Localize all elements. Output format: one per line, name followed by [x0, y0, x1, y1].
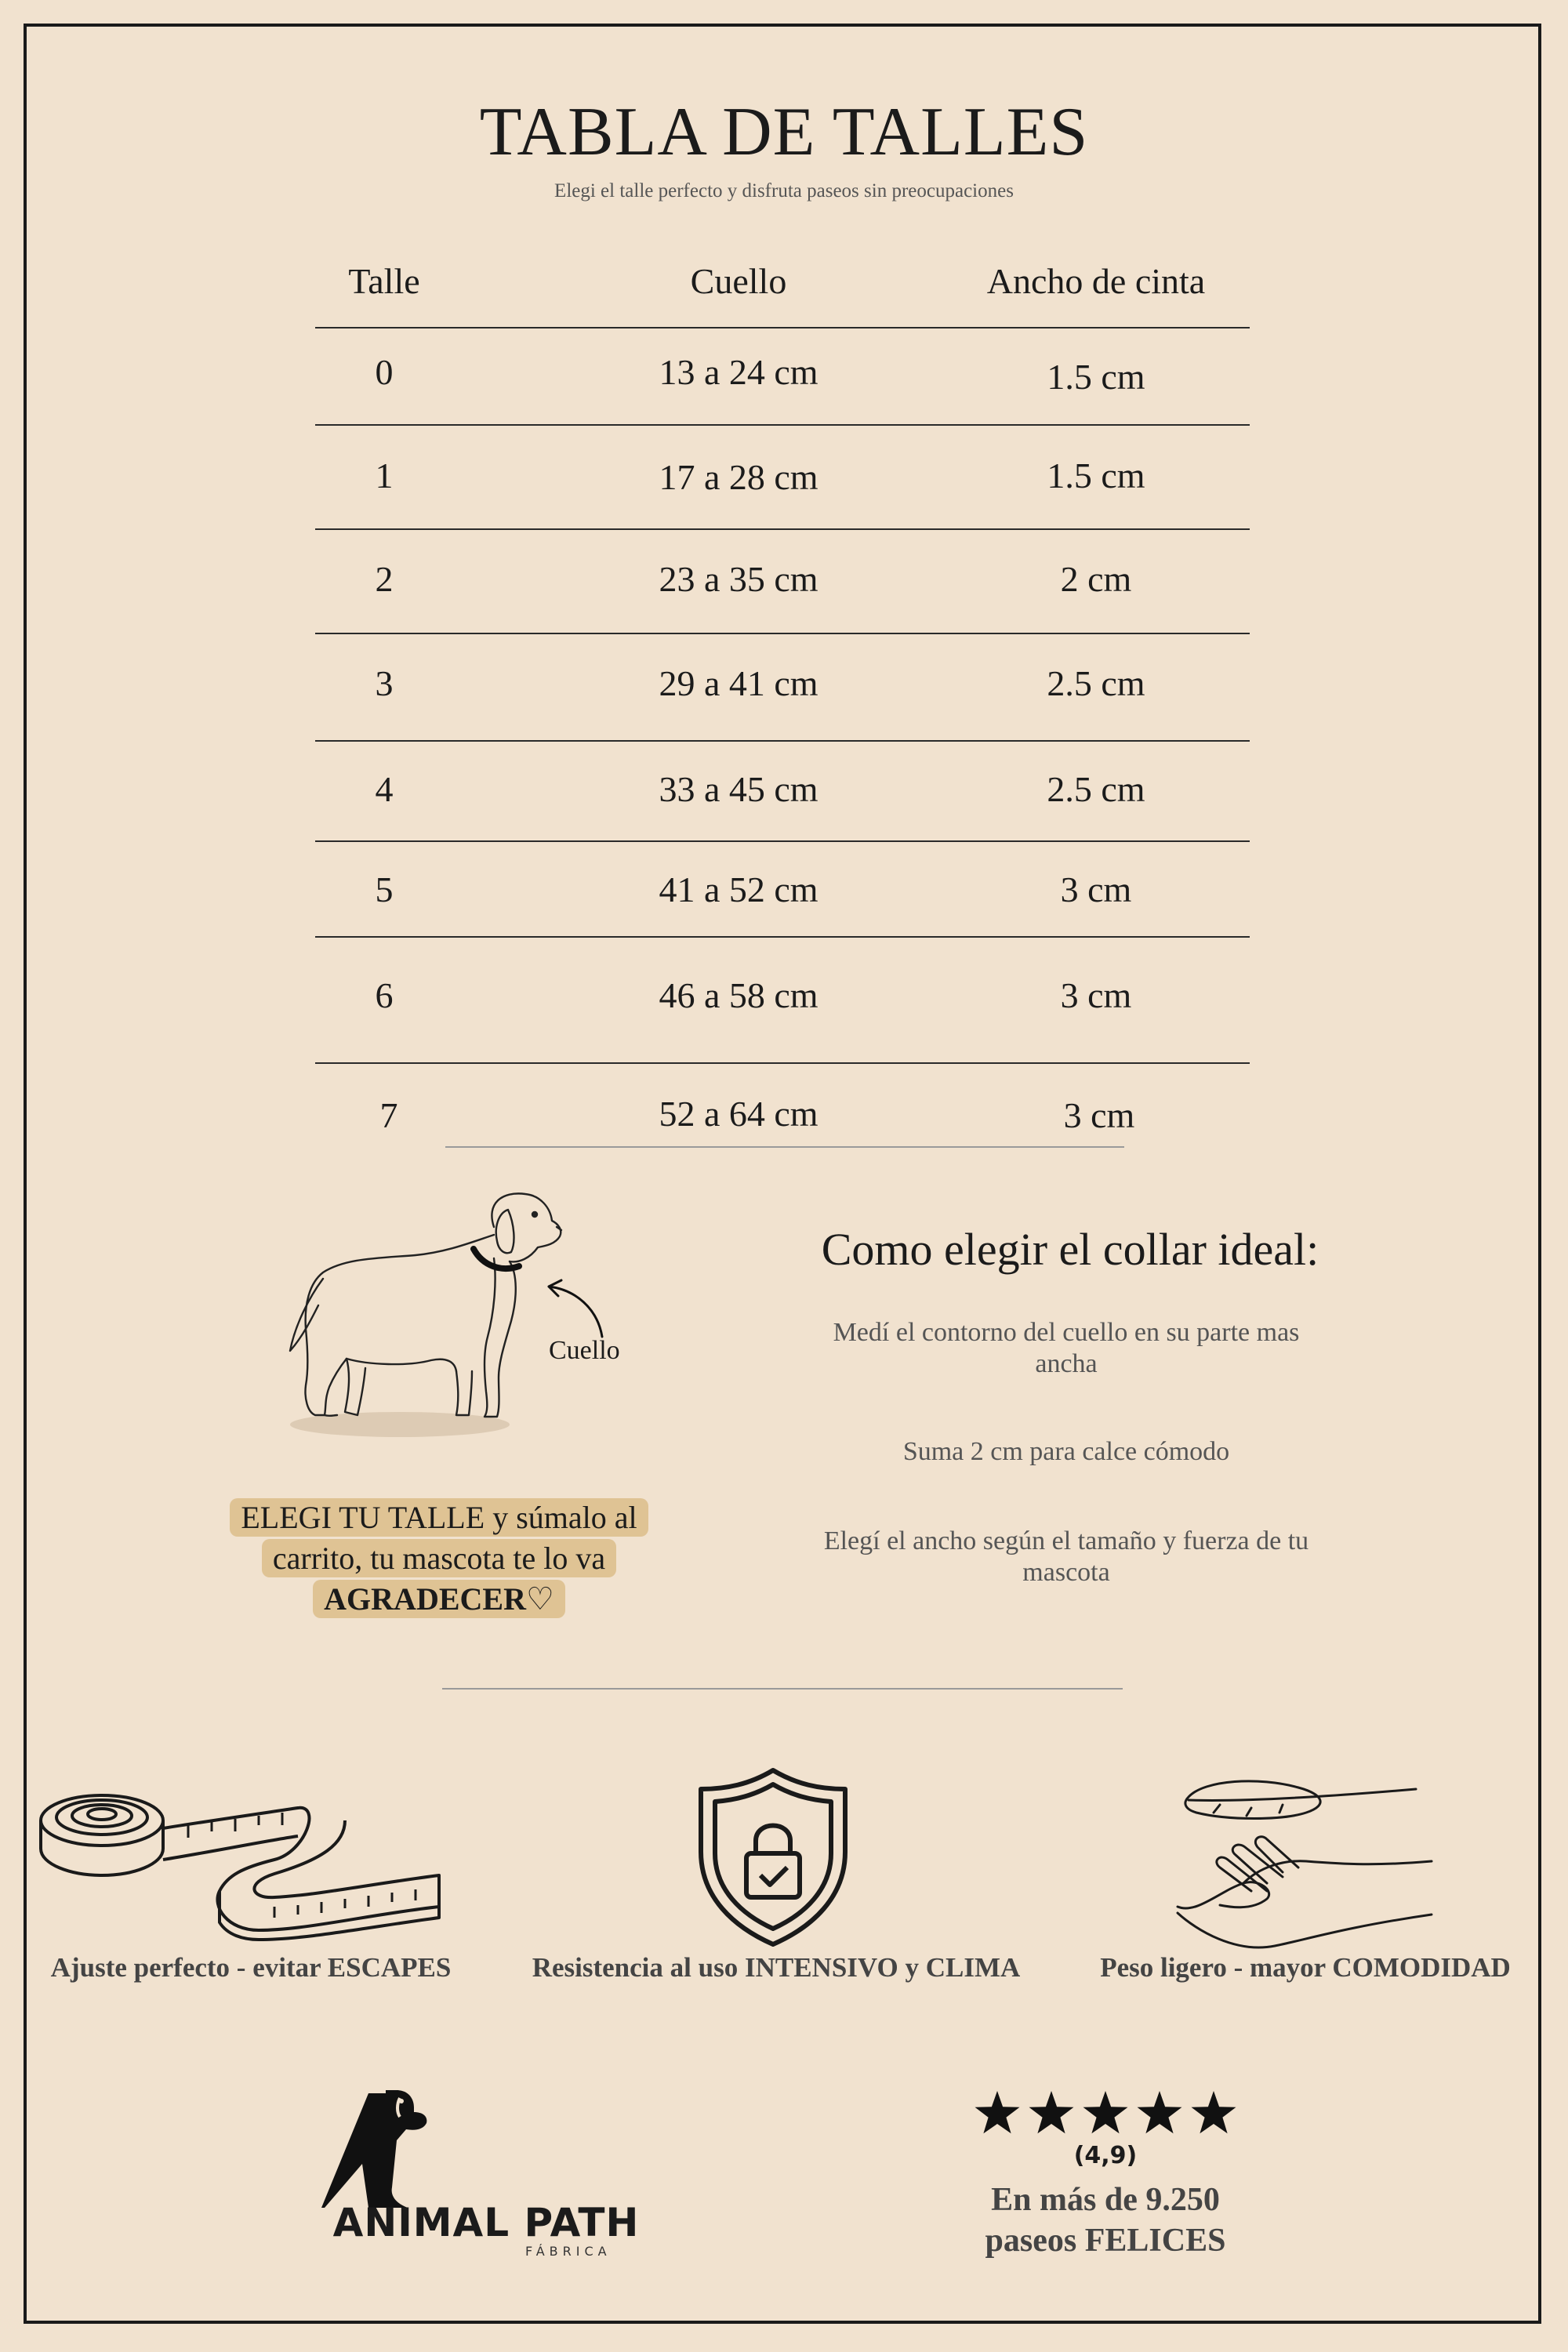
row-2-talle: 2: [375, 559, 394, 599]
row-1-cuello: 17 a 28 cm: [659, 457, 818, 497]
feature-label-resistance: Resistencia al uso INTENSIVO y CLIMA: [532, 1952, 1021, 1983]
size-cta: [196, 1497, 682, 1620]
cta-line3: AGRADECER: [324, 1581, 526, 1617]
brand-name: ANIMAL PATH: [332, 2200, 640, 2245]
howto-tip-3: Elegí el ancho según el tamaño y fuerza de tu mascota: [823, 1526, 1309, 1587]
rating-value: (4,9): [1073, 2142, 1138, 2169]
row-4-talle: 4: [375, 769, 394, 809]
row-3-ancho: 2.5 cm: [1047, 663, 1145, 703]
measuring-tape-icon: [39, 1773, 455, 1946]
dog-illustration: [259, 1180, 666, 1446]
feature-label-weight: Peso ligero - mayor COMODIDAD: [1100, 1952, 1511, 1983]
feather-hand-icon: [1173, 1773, 1463, 1955]
table-bottom-divider: [445, 1146, 1124, 1148]
table-divider: [315, 528, 1250, 530]
feature-label-fit: Ajuste perfecto - evitar ESCAPES: [50, 1952, 452, 1983]
rating-line1: En más de 9.250: [991, 2182, 1220, 2218]
page-subtitle: Elegi el talle perfecto y disfruta paseos sin preocupaciones: [554, 180, 1014, 201]
howto-title: Como elegir el collar ideal:: [821, 1224, 1319, 1275]
row-5-ancho: 3 cm: [1060, 869, 1132, 909]
heart-icon: ♡: [525, 1581, 554, 1617]
row-0-talle: 0: [375, 352, 394, 392]
row-2-ancho: 2 cm: [1060, 559, 1132, 599]
header-ancho: Ancho de cinta: [986, 261, 1206, 301]
table-divider: [315, 327, 1250, 328]
rating-stars: [972, 2089, 1239, 2139]
star-icon: [1138, 2091, 1182, 2133]
row-5-cuello: 41 a 52 cm: [659, 869, 818, 909]
star-icon: [1029, 2091, 1074, 2133]
star-icon: [1083, 2091, 1128, 2133]
row-1-talle: 1: [375, 456, 394, 495]
row-7-talle: 7: [379, 1095, 398, 1135]
cta-line1: y súmalo al: [485, 1500, 637, 1535]
shield-lock-icon: [695, 1766, 851, 1947]
row-6-cuello: 46 a 58 cm: [659, 975, 818, 1015]
table-divider: [315, 740, 1250, 742]
table-divider: [315, 840, 1250, 842]
rating-line2: paseos FELICES: [985, 2223, 1226, 2259]
page-title: TABLA DE TALLES: [479, 94, 1089, 170]
row-6-ancho: 3 cm: [1060, 975, 1132, 1015]
row-0-ancho: 1.5 cm: [1047, 357, 1145, 397]
table-divider: [315, 936, 1250, 938]
row-3-cuello: 29 a 41 cm: [659, 663, 818, 703]
section-divider: [442, 1688, 1123, 1690]
row-4-cuello: 33 a 45 cm: [659, 769, 818, 809]
howto-tip-2: Suma 2 cm para calce cómodo: [902, 1437, 1230, 1466]
table-divider: [315, 1062, 1250, 1064]
rating-reviews: [917, 2180, 1294, 2261]
row-0-cuello: 13 a 24 cm: [659, 352, 818, 392]
row-3-talle: 3: [375, 663, 394, 703]
header-cuello: Cuello: [690, 261, 787, 301]
row-2-cuello: 23 a 35 cm: [659, 559, 818, 599]
table-divider: [315, 424, 1250, 426]
cta-line2: carrito, tu mascota te lo va: [272, 1541, 606, 1576]
row-5-talle: 5: [375, 869, 394, 909]
star-icon: [975, 2091, 1020, 2133]
row-1-ancho: 1.5 cm: [1047, 456, 1145, 495]
row-6-talle: 6: [375, 975, 394, 1015]
dog-neck-label: Cuello: [549, 1336, 620, 1365]
row-7-cuello: 52 a 64 cm: [659, 1094, 818, 1134]
brand-sub: FÁBRICA: [525, 2244, 612, 2259]
row-7-ancho: 3 cm: [1063, 1095, 1135, 1135]
table-divider: [315, 633, 1250, 634]
howto-tip-1: Medí el contorno del cuello en su parte mas ancha: [833, 1318, 1300, 1378]
star-icon: [1192, 2091, 1236, 2133]
row-4-ancho: 2.5 cm: [1047, 769, 1145, 809]
header-talle: Talle: [348, 261, 420, 301]
cta-highlight: ELEGI TU TALLE: [241, 1500, 485, 1535]
